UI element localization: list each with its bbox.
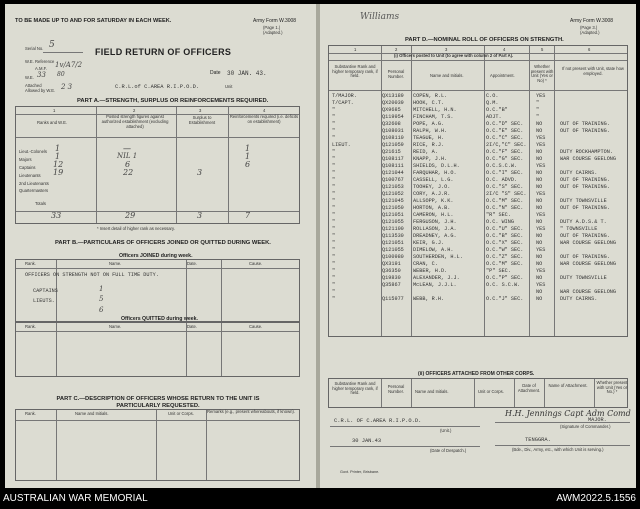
col-remarks: Remarks (e.g., present whereabouts, if known).	[207, 409, 295, 414]
officer-name: RALPH, W.H.	[413, 128, 448, 134]
officer-present: YES	[536, 191, 546, 197]
officer-present: NO	[536, 219, 543, 225]
officer-rank: "	[332, 233, 336, 239]
part-c-title: PART C.—DESCRIPTION OF OFFICERS WHOSE RETURN TO THE UNIT IS PARTICULARLY REQUESTED.	[56, 396, 260, 409]
row-rank: Majors	[19, 157, 32, 162]
officer-number: Q113530	[382, 233, 404, 239]
col-personal-number: Personal Number.	[387, 69, 405, 79]
total-we: 33	[51, 211, 62, 220]
officer-rank: "	[332, 163, 336, 169]
officer-present: NO	[536, 156, 543, 162]
col-present: Whether present with Unit (Yes or No) *	[530, 64, 554, 83]
officer-appointment: O.C."P" SEC.	[486, 275, 524, 281]
officer-number: Q121100	[382, 226, 404, 232]
army-form-page: (Page 3.)	[580, 25, 598, 30]
officer-number: Q108111	[382, 163, 404, 169]
officer-employment: DUTY TOWNSVILLE	[560, 198, 607, 204]
joined-rank-1: CAPTAINS	[33, 288, 58, 294]
officer-present: NO	[536, 296, 543, 302]
officer-rank: "	[332, 184, 336, 190]
row-rank: 2nd Lieutenants	[19, 181, 49, 186]
officer-number: Q36350	[382, 268, 401, 274]
officer-employment: OUT OF TRAINING.	[560, 121, 610, 127]
officer-present: YES	[536, 282, 546, 288]
officer-appointment: O.C. ADVD.	[486, 177, 518, 183]
joined-typed-note: OFFICERS ON STRENGTH NOT ON FULL TIME DUTY.	[25, 272, 159, 278]
footer-unit-label: (Unit.)	[440, 428, 452, 433]
officer-rank: "	[332, 240, 336, 246]
col-appointment: Appointment.	[490, 73, 515, 78]
officer-present: NO	[536, 184, 543, 190]
officer-number: Q121053	[382, 184, 404, 190]
signature: H.H. Jennings Capt Adm Comd	[505, 409, 631, 418]
army-form-label: Army Form W.3008	[253, 18, 297, 24]
officer-number: Q121059	[382, 142, 404, 148]
officer-present: YES	[536, 163, 546, 169]
officer-number: Q121055	[382, 247, 404, 253]
quitted-table	[15, 322, 300, 377]
officer-rank: "	[332, 107, 336, 113]
officer-number: Q121050	[382, 205, 404, 211]
officer-name: HOOK, C.T.	[413, 100, 445, 106]
col-num-4: 4	[503, 47, 506, 52]
officer-appointment: O.C."M" SEC.	[486, 261, 524, 267]
officer-rank: "	[332, 261, 336, 267]
officer-present: NO	[536, 205, 543, 211]
officer-rank: "	[332, 198, 336, 204]
officer-employment: DUTY TOWNSVILLE	[560, 275, 607, 281]
place-label: (Bde., Div., Army, etc., with which Unit is serving.)	[512, 447, 604, 452]
officer-rank: "	[332, 226, 336, 232]
officer-number: Q35867	[382, 282, 401, 288]
unit-underline	[330, 426, 480, 427]
officer-rank: T/MAJOR.	[332, 93, 357, 99]
row-reinf: 1	[245, 144, 251, 153]
officer-rank: "	[332, 212, 336, 218]
officer-present: YES	[536, 226, 546, 232]
attached-title: (ii) OFFICERS ATTACHED FROM OTHER CORPS.	[418, 371, 535, 377]
officer-appointment: C.O.	[486, 93, 499, 99]
officer-appointment: Q.M.	[486, 100, 499, 106]
officer-appointment: O.C."B"	[486, 107, 508, 113]
officer-name: DREADNEY, A.G.	[413, 233, 457, 239]
officer-appointment: O.C."U" SEC.	[486, 226, 524, 232]
officer-name: POPE, A.G.	[413, 121, 445, 127]
officer-number: Q19830	[382, 275, 401, 281]
officer-appointment: O.C. S.C.W.	[486, 282, 521, 288]
officer-present: NO	[536, 198, 543, 204]
officer-employment: DUTY CAIRNS.	[560, 296, 598, 302]
posted-subtitle: (i) Officers posted to Unit (to agree with column 2 of Part A).	[394, 53, 514, 58]
officer-name: HORTON, A.B.	[413, 205, 451, 211]
signature-underline	[495, 422, 630, 423]
col-name: Name and Initials.	[75, 411, 109, 416]
col-num-1: 1	[53, 108, 56, 113]
officer-number: QX9685	[382, 107, 401, 113]
officer-appointment: O.C."X" SEC.	[486, 240, 524, 246]
col-num-4: 4	[263, 108, 266, 113]
row-rank: Captains	[19, 165, 36, 170]
row-surplus: 3	[197, 168, 203, 177]
officer-rank: "	[332, 121, 336, 127]
col-num-5: 5	[541, 47, 544, 52]
officer-number: Q108031	[382, 128, 404, 134]
officer-number: Q121051	[382, 212, 404, 218]
officer-present: "	[536, 114, 540, 120]
officer-name: SOUTHERDEN, H.L.	[413, 254, 463, 260]
officer-number: QX3191	[382, 261, 401, 267]
col-unit: Unit or Corps.	[168, 411, 194, 416]
officer-present: NO	[536, 177, 543, 183]
officer-name: FARQUHAR, H.O.	[413, 170, 457, 176]
officer-appointment: O.C."F" SEC.	[486, 149, 524, 155]
officer-appointment: O.C.S.C.W.	[486, 163, 518, 169]
allowed-label: Allowed by W.E.	[25, 88, 56, 93]
col-num-3: 3	[199, 108, 202, 113]
joined-num-1: 1	[99, 285, 104, 293]
officer-rank: "	[332, 219, 336, 225]
date-value: 30 JAN. 43.	[227, 70, 267, 77]
top-note: TO BE MADE UP TO AND FOR SATURDAY IN EACH WEEK.	[15, 18, 172, 24]
insert-note: * Insert detail of higher rank as necessary.	[97, 226, 175, 231]
row-posted: NIL 1	[117, 152, 138, 160]
officer-number: Q100767	[382, 177, 404, 183]
officer-rank: LIEUT.	[332, 142, 351, 148]
place-underline	[495, 445, 630, 446]
row-reinf: 6	[245, 160, 251, 169]
officer-number: Q115977	[382, 296, 404, 302]
officer-rank: "	[332, 268, 336, 274]
officer-present: NO	[536, 275, 543, 281]
officer-present: NO	[536, 254, 543, 260]
part-a-title: PART A.—STRENGTH, SURPLUS OR REINFORCEMENTS REQUIRED.	[77, 98, 269, 104]
officer-number: QX13189	[382, 93, 404, 99]
officer-employment: DUTY ROCKHAMPTON.	[560, 149, 613, 155]
officer-number: Q32608	[382, 121, 401, 127]
quitted-title: Officers QUITTED during week.	[121, 316, 198, 322]
officer-number: Q119954	[382, 114, 404, 120]
col-date: Date.	[187, 261, 198, 266]
joined-num-2: 5	[99, 295, 104, 303]
officer-rank: "	[332, 275, 336, 281]
officer-number: Q108110	[382, 135, 404, 141]
officer-rank: "	[332, 282, 336, 288]
officer-rank: "	[332, 289, 336, 295]
officer-name: FINCHAM, T.S.	[413, 114, 454, 120]
officer-appointment: O.C."C" SEC.	[486, 135, 524, 141]
totals-label: Totals	[35, 201, 46, 206]
amf-value: 1v/A7/2	[55, 61, 83, 69]
officer-present: NO	[536, 240, 543, 246]
row-rank: Quartermasters	[19, 188, 49, 193]
army-form-label: Army Form W.3008	[570, 18, 614, 24]
archive-footer	[0, 488, 640, 509]
col-surplus: Surplus to Establishment	[188, 115, 216, 125]
officer-appointment: O.C."Z" SEC.	[486, 254, 524, 260]
officer-employment: WAR COURSE GEELONG	[560, 261, 617, 267]
army-form-page: (Page 1.)	[263, 25, 281, 30]
officer-appointment: O.C."J" SEC.	[486, 296, 524, 302]
officer-name: WEBER, H.D.	[413, 268, 448, 274]
col-posted: Posted strength figures against authorized establishment (excluding attached)	[101, 114, 169, 129]
col-rank: Rank.	[25, 324, 36, 329]
officer-name: ALEXANDER, J.J.	[413, 275, 460, 281]
officer-employment: OUT OF TRAINING.	[560, 128, 610, 134]
officer-present: YES	[536, 247, 546, 253]
row-we: 1	[55, 152, 61, 161]
col-name: Name and Initials.	[430, 73, 464, 78]
officer-present: YES	[536, 142, 546, 148]
officer-employment: OUT OF TRAINING.	[560, 254, 610, 260]
officer-name: CRAN, C.	[413, 261, 438, 267]
officer-name: ROLLASON, J.A.	[413, 226, 457, 232]
officer-appointment: 2I/C,"C" SEC.	[486, 142, 527, 148]
officer-rank: "	[332, 156, 336, 162]
col-rank: Rank.	[25, 411, 36, 416]
officer-present: NO	[536, 128, 543, 134]
officer-rank: "	[332, 205, 336, 211]
date-underline	[330, 446, 480, 447]
officer-number: Q21615	[382, 149, 401, 155]
col-unit: Unit or Corps.	[478, 389, 504, 394]
col-ranks: Ranks and W.E.	[37, 120, 68, 125]
officer-name: SHIELDS, D.L.H.	[413, 163, 460, 169]
col-num-3: 3	[445, 47, 448, 52]
place-typed: TENGGRA.	[525, 437, 551, 443]
serial-underline	[43, 52, 83, 53]
officer-name: COPEN, R.L.	[413, 93, 448, 99]
army-form-adapted: (Adapted.)	[580, 30, 600, 35]
amf-label: A.M.F.	[35, 66, 47, 71]
officer-present: NO	[536, 261, 543, 267]
officer-name: WEBB, R.H.	[413, 296, 445, 302]
col-name: Name.	[109, 324, 122, 329]
officer-appointment: O.C. WING	[486, 219, 515, 225]
officer-name: REID, A.	[413, 149, 438, 155]
officer-present: "	[536, 100, 540, 106]
col-rank: Substantive Rank and higher temporary rank, if held.	[332, 381, 378, 395]
officer-employment: OUT OF TRAINING.	[560, 177, 610, 183]
archive-name: AUSTRALIAN WAR MEMORIAL	[3, 493, 148, 504]
officer-present: YES	[536, 212, 546, 218]
officer-rank: T/CAPT.	[332, 100, 354, 106]
officer-rank: "	[332, 254, 336, 260]
date-label: Date	[210, 70, 221, 76]
col-name: Name and Initials.	[415, 389, 449, 394]
row-rank: Lieut.-Colonels	[19, 149, 47, 154]
officer-appointment: ADJT.	[486, 114, 502, 120]
officer-name: TOOHEY, J.O.	[413, 184, 451, 190]
officer-present: YES	[536, 268, 546, 274]
officer-rank: "	[332, 135, 336, 141]
officer-present: YES	[536, 93, 546, 99]
row-we: 1	[55, 144, 61, 153]
handwritten-top: Williams	[360, 12, 400, 22]
officer-present: NO	[536, 289, 543, 295]
row-we: 19	[53, 168, 64, 177]
officer-name: FERGUSON, J.H.	[413, 219, 457, 225]
officer-employment: OUT OF TRAINING.	[560, 233, 610, 239]
officer-rank: "	[332, 177, 336, 183]
col-rank: Rank.	[25, 261, 36, 266]
row-posted: 6	[125, 160, 131, 169]
joined-num-total: 6	[99, 306, 104, 314]
officer-name: KEIR, G.J.	[413, 240, 445, 246]
officer-appointment: O.C."M" SEC.	[486, 198, 524, 204]
war-estab-label: W.E. Reference	[25, 59, 55, 64]
row-we: 12	[53, 160, 64, 169]
rank-typed: MAJOR.	[588, 417, 607, 423]
col-num-6: 6	[588, 47, 591, 52]
col-name: Name.	[109, 261, 122, 266]
total-reinf: 7	[245, 211, 251, 220]
officer-rank: "	[332, 191, 336, 197]
officer-rank: "	[332, 149, 336, 155]
officer-name: McLEAN, J.J.L.	[413, 282, 457, 288]
archive-id: AWM2022.5.1556	[556, 493, 636, 504]
officer-present: YES	[536, 135, 546, 141]
document-sheet	[5, 4, 636, 488]
wei-value: 80	[57, 71, 65, 78]
officer-appointment: O.C."S" SEC.	[486, 184, 524, 190]
officer-appointment: "P" SEC.	[486, 268, 511, 274]
officer-appointment: O.C."B" SEC.	[486, 233, 524, 239]
officer-rank: "	[332, 296, 336, 302]
officer-employment: " TOWNSVILLE	[560, 226, 598, 232]
unit-label: Unit	[225, 84, 233, 89]
officer-number: Q121055	[382, 219, 404, 225]
officer-number: Q121051	[382, 240, 404, 246]
col-employed: If not present with Unit, state how employed.	[562, 66, 624, 76]
col-personal-number: Personal Number.	[387, 384, 405, 394]
officer-name: KNAPP, J.H.	[413, 156, 448, 162]
officer-name: CAMERON, H.L.	[413, 212, 454, 218]
officer-employment: DUTY A.D.S.& T.	[560, 219, 607, 225]
row-reinf: 1	[245, 152, 251, 161]
officer-name: ALLSOPP, K.K.	[413, 198, 454, 204]
part-d-title: PART D.—NOMINAL ROLL OF OFFICERS ON STRENGTH.	[405, 37, 564, 43]
officer-appointment: O.C."E" SEC.	[486, 128, 524, 134]
officer-present: NO	[536, 170, 543, 176]
officer-appointment: O.C."D" SEC.	[486, 121, 524, 127]
unit-typed: C.R.L.of C.AREA R.I.P.O.D.	[115, 84, 200, 90]
officer-employment: OUT OF TRAINING.	[560, 184, 610, 190]
officer-number: Q108117	[382, 156, 404, 162]
officer-number: Q121044	[382, 170, 404, 176]
officer-appointment: O.C."I" SEC.	[486, 170, 524, 176]
serial-label: Serial No.	[25, 46, 44, 51]
officer-number: Q121052	[382, 191, 404, 197]
officer-employment: WAR COURSE GEELONG	[560, 289, 617, 295]
officer-name: TEAGUE, H.	[413, 135, 445, 141]
officer-present: NO	[536, 149, 543, 155]
signature-label: (Signature of Commander.)	[560, 424, 611, 429]
officer-present: "	[536, 107, 540, 113]
footer-date: 30 JAN.43	[352, 438, 382, 444]
officer-rank: "	[332, 170, 336, 176]
officer-employment: WAR COURSE GEELONG	[560, 240, 617, 246]
we-value: 33	[37, 71, 46, 79]
serial-value: 5	[49, 40, 55, 50]
col-rank: Substantive Rank and higher temporary rank, if held.	[332, 64, 378, 78]
officer-appointment: "R" SEC.	[486, 212, 511, 218]
footer-date-label: (Date of Despatch.)	[430, 448, 467, 453]
col-cause: Cause.	[249, 324, 263, 329]
we-label: W.E.	[25, 75, 34, 80]
officer-rank: "	[332, 247, 336, 253]
officer-employment: OUT OF TRAINING.	[560, 205, 610, 211]
col-num-1: 1	[354, 47, 357, 52]
col-num-2: 2	[133, 108, 136, 113]
officer-name: CASSELL, L.G.	[413, 177, 454, 183]
officer-name: CORY, A.J.R.	[413, 191, 451, 197]
officer-name: DIMELOW, A.H.	[413, 247, 454, 253]
row-rank: Lieutenants	[19, 173, 41, 178]
right-page	[320, 4, 636, 488]
officer-appointment: O.C."W" SEC.	[486, 247, 524, 253]
form-title: FIELD RETURN OF OFFICERS	[95, 47, 232, 57]
officer-rank: "	[332, 128, 336, 134]
col-reinf: Reinforcements required (i.e. deficits on establishment)	[229, 114, 299, 124]
total-surplus: 3	[197, 211, 203, 220]
col-date: Date.	[187, 324, 198, 329]
left-page	[5, 4, 316, 488]
officer-present: NO	[536, 121, 543, 127]
print-note: Govt. Printer, Brisbane.	[340, 470, 380, 474]
footer-unit: C.R.L. OF C.AREA R.I.P.O.D.	[334, 418, 422, 424]
attached-label: Attached	[25, 83, 42, 88]
officer-number: Q121045	[382, 198, 404, 204]
col-date-attachment: Date of Attachment.	[517, 383, 541, 393]
row-posted: 22	[123, 168, 134, 177]
army-form-adapted: (Adapted.)	[263, 30, 283, 35]
total-posted: 29	[125, 211, 136, 220]
allowed-value: 2 3	[61, 83, 73, 91]
officer-number: QX20039	[382, 100, 404, 106]
joined-rank-2: LIEUTS.	[33, 298, 55, 304]
officer-appointment: O.C."G" SEC.	[486, 156, 524, 162]
col-cause: Cause.	[249, 261, 263, 266]
officer-present: NO	[536, 233, 543, 239]
officer-employment: DUTY CAIRNS.	[560, 170, 598, 176]
joined-title: Officers JOINED during week.	[119, 253, 193, 259]
col-num-2: 2	[395, 47, 398, 52]
officer-name: RICE, R.J.	[413, 142, 445, 148]
officer-appointment: 2I/C "S" SEC.	[486, 191, 527, 197]
officer-employment: WAR COURSE GEELONG	[560, 156, 617, 162]
part-b-title: PART B.—PARTICULARS OF OFFICERS JOINED OR QUITTED DURING WEEK.	[55, 240, 271, 246]
row-posted: —	[123, 144, 131, 153]
officer-name: MITCHELL, H.N.	[413, 107, 457, 113]
officer-rank: "	[332, 114, 336, 120]
officer-number: Q100980	[382, 254, 404, 260]
col-present: Whether present with Unit (Yes or No.) *	[596, 380, 628, 394]
officer-appointment: O.C."N" SEC.	[486, 205, 524, 211]
col-name-attachment: Name of Attachment.	[548, 383, 588, 388]
part-c-table	[15, 409, 300, 481]
